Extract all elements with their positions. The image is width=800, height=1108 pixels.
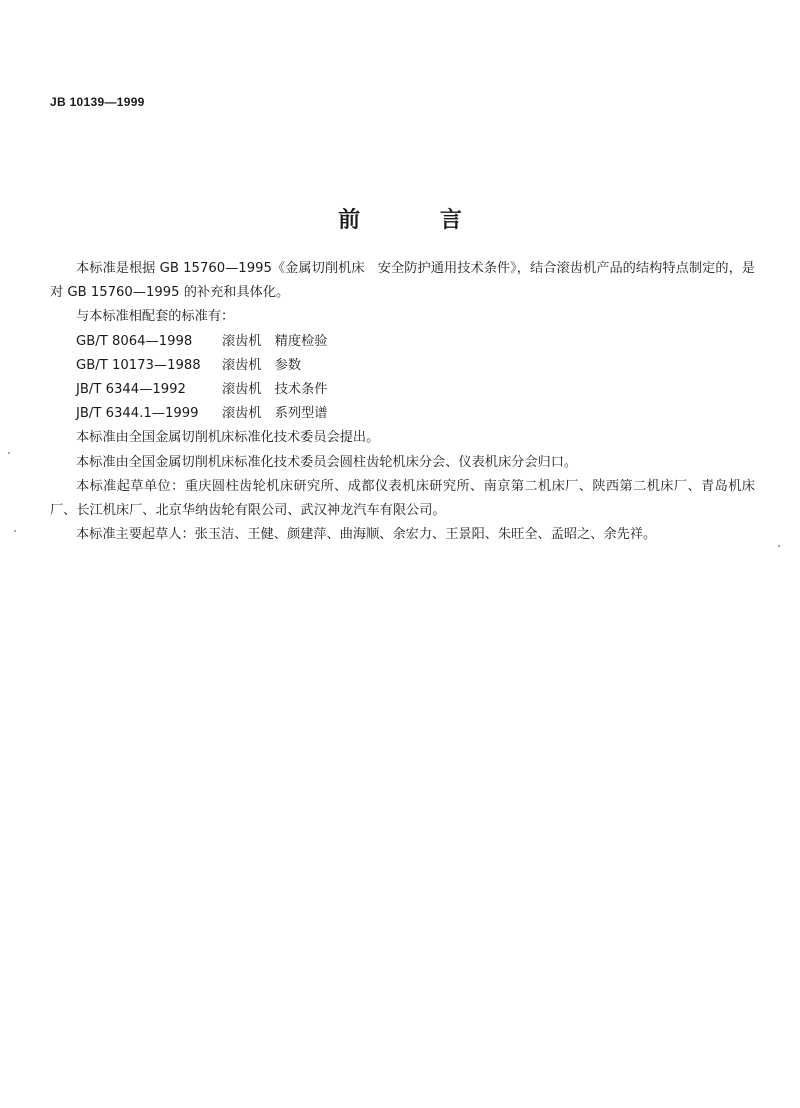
related-intro-paragraph: 与本标准相配套的标准有： bbox=[76, 309, 235, 325]
list-item bbox=[50, 330, 755, 354]
standard-code: JB 10139—1999 bbox=[50, 95, 145, 109]
list-item bbox=[50, 378, 755, 402]
related-standards-list bbox=[50, 330, 755, 427]
scan-speck bbox=[778, 545, 780, 547]
main-drafters-paragraph: 本标准主要起草人：张玉洁、王健、颜建萍、曲海顺、余宏力、王景阳、朱旺全、孟昭之、余先祥。 bbox=[76, 527, 657, 543]
page-title: 前 言 bbox=[338, 208, 498, 233]
proposed-by-paragraph: 本标准由全国金属切削机床标准化技术委员会提出。 bbox=[76, 430, 380, 446]
standard-item-code: JB/T 6344.1—1999 bbox=[76, 406, 199, 422]
drafting-units-paragraph: 本标准起草单位：重庆圆柱齿轮机床研究所、成都仪表机床研究所、南京第二机床厂、陕西第二机床厂、青岛机床厂、长江机床厂、北京华纳齿轮有限公司、武汉神龙汽车有限公司。 bbox=[50, 478, 755, 518]
list-item bbox=[50, 354, 755, 378]
standard-item-code: JB/T 6344—1992 bbox=[76, 381, 186, 397]
scan-speck bbox=[14, 530, 16, 532]
list-item bbox=[50, 402, 755, 426]
standard-item-code: GB/T 10173—1988 bbox=[76, 357, 201, 373]
standard-item-name: 滚齿机 技术条件 bbox=[222, 381, 328, 397]
standard-item-name: 滚齿机 系列型谱 bbox=[222, 406, 328, 422]
standard-item-name: 滚齿机 参数 bbox=[222, 357, 302, 373]
jurisdiction-paragraph: 本标准由全国金属切削机床标准化技术委员会圆柱齿轮机床分会、仪表机床分会归口。 bbox=[76, 454, 578, 470]
intro-paragraph: 本标准是根据 GB 15760—1995《金属切削机床 安全防护通用技术条件》，结合滚齿机产品的结构特点制定的，是对 GB 15760—1995 的补充和具体化。 bbox=[50, 261, 755, 301]
scan-speck bbox=[8, 452, 10, 454]
standard-item-name: 滚齿机 精度检验 bbox=[222, 333, 328, 349]
standard-item-code: GB/T 8064—1998 bbox=[76, 333, 193, 349]
foreword-body bbox=[50, 257, 755, 547]
